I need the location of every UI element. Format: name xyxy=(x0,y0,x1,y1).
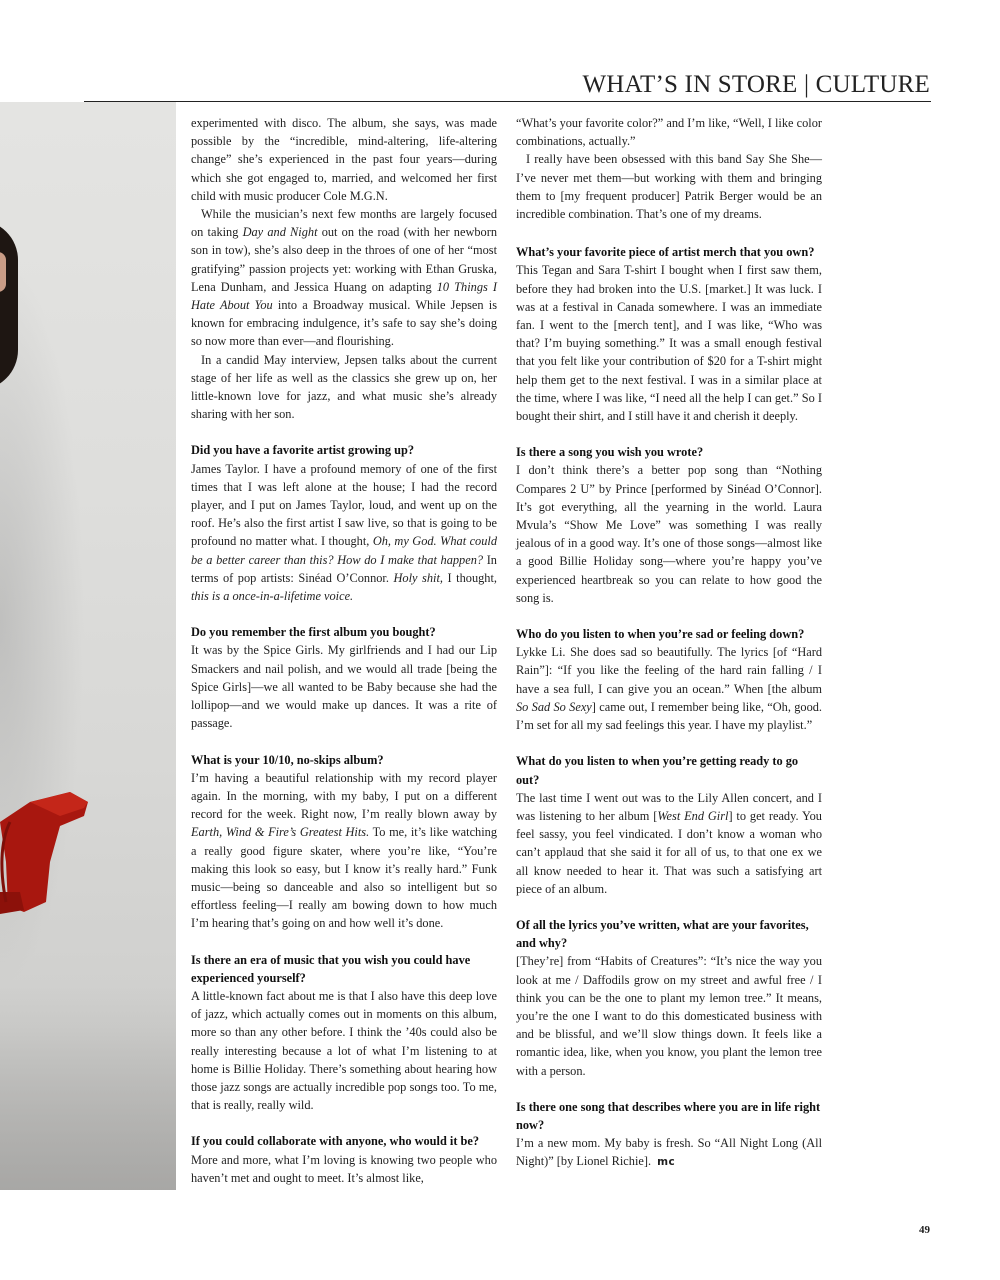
text-run: James Taylor. I have a profound memory of one of the first times that I was left alone at the house; I had the record player, and I put on James Taylor, loud, and went up on the roof. He’s also the first artist I saw live, so that is going to be profound no matter what. I thought, xyxy=(191,461,497,549)
magazine-signoff: mc xyxy=(657,1156,676,1169)
intro-paragraph: experimented with disco. The album, she says, was made possible by the “incredible, mind-altering, life-altering change” she’s experienced in the past four years—during which she got engaged to, married, and welcomed her first child with music producer Cole M.G.N. xyxy=(191,116,497,203)
answer-paragraph xyxy=(516,789,822,898)
question-heading: If you could collaborate with anyone, who would it be? xyxy=(191,1134,480,1149)
text-run: out on the road (with her newborn son in tow), she’s also deep in the throes of one of her “most gratifying” passion projects yet: working with Ethan Gruska, Lena Dunham, and Jessica Huang on adapting xyxy=(191,225,497,294)
answer-paragraph: This Tegan and Sara T-shirt I bought when I first saw them, before they had broken into the U.S. [market.] It was luck. I was at a festival in Canada somewhere. I was an immediate fan. I went to the [merch tent], and I was like, “Who was that? I’m buying something.” It was a small enough festival that you felt like your contribution of $20 for a T-shirt might help them get to the next festival. I was in a similar place at the time, where I was like, “I need all the help I can get.” So I bought their shirt, and I still have it and cherish it deeply. xyxy=(516,263,822,424)
text-run: Lykke Li. She does sad so beautifully. The lyrics [of “Hard Rain”]: “If you like the feeling of the hard rain falling / I have a sea full, I can give you an ocean.” When [the album xyxy=(516,645,822,696)
article-column-left xyxy=(191,114,497,1187)
italic-thought: Holy shit, xyxy=(393,570,443,585)
text-run: I’m having a beautiful relationship with my record player again. In the morning, with my baby, I put on a different record for the week. Right now, I’m really blown away by xyxy=(191,770,497,822)
text-run: ] came out, I remember being like, “Oh, good. I’m set for all my sad feelings this year. I have my playlist.” xyxy=(516,699,822,733)
article-column-right xyxy=(516,114,822,1172)
question-heading: Do you remember the first album you bought? xyxy=(191,625,436,640)
text-run: The last time I went out was to the Lily Allen concert, and I was listening to her album [ xyxy=(516,790,822,823)
text-run: In terms of pop artists: Sinéad O’Connor. xyxy=(191,552,497,585)
answer-paragraph: More and more, what I’m loving is knowing two people who haven’t met and ought to meet. It’s almost like, xyxy=(191,1152,497,1185)
answer-paragraph: A little-known fact about me is that I also have this deep love of jazz, which actually comes out in moments on this album, more so than any other before. I think the ’40s could also be really interesting because a lot of what I’m listening to at home is Billie Holiday. There’s something about hearing how those jazz songs are actually incredible pop songs too. To me, that is really, really wild. xyxy=(191,988,497,1113)
italic-thought: Oh, my God. What could be a better career than this? How do I make that happen? xyxy=(191,534,497,567)
question-heading: What is your 10/10, no-skips album? xyxy=(191,752,384,767)
answer-paragraph: [They’re] from “Habits of Creatures”: “It’s nice the way you look at me / Daffodils grow on my street and awful free / I think you can be the one to plant my lemon tree.” It means, you’re the one I want to do this domesticated business with and be blissful, and we’ll slow things down. It feels like a romantic idea, like, when you know, you plant the lemon tree with a person. xyxy=(516,954,822,1078)
album-title: Day and Night xyxy=(242,225,318,240)
question-heading: What do you listen to when you’re getting ready to go out? xyxy=(516,754,799,787)
floor-shadow xyxy=(0,982,176,1190)
album-title: So Sad So Sexy xyxy=(516,699,592,714)
header-rule xyxy=(84,101,931,102)
text-run: While the musician’s next few months are largely focused on taking xyxy=(191,207,497,240)
answer-paragraph: It was by the Spice Girls. My girlfriends and I had our Lip Smackers and nail polish, and we would all trade [being the Spice Girls]—we all wanted to be Baby because she had the lollipop—and we would make up dances. It was a rite of passage. xyxy=(191,643,497,731)
answer-paragraph xyxy=(191,460,497,606)
answer-paragraph: I really have been obsessed with this band Say She She—I’ve never met them—but working with them and bringing them to [my frequent producer] Patrik Berger would be an incredible combination. That’s one of my dreams. xyxy=(516,152,822,222)
page-number: 49 xyxy=(919,1224,930,1236)
italic-thought: this is a once-in-a-lifetime voice. xyxy=(191,589,354,604)
answer-paragraph: “What’s your favorite color?” and I’m like, “Well, I like color combinations, actually.” xyxy=(516,116,822,149)
section-title: WHAT’S IN STORE | CULTURE xyxy=(582,71,930,98)
question-heading: Who do you listen to when you’re sad or feeling down? xyxy=(516,627,805,642)
answer-paragraph xyxy=(516,643,822,734)
text-run: I’m a new mom. My baby is fresh. So “All Night Long (All Night)” [by Lionel Richie]. xyxy=(516,1136,822,1169)
answer-paragraph xyxy=(191,769,497,933)
intro-paragraph: In a candid May interview, Jepsen talks about the current stage of her life as well as the classics she grew up on, her little-known love for jazz, and what music she’s already sharing with her son. xyxy=(191,352,497,422)
question-heading: What’s your favorite piece of artist merch that you own? xyxy=(516,245,815,260)
answer-paragraph xyxy=(516,1134,822,1171)
question-heading: Is there one song that describes where you are in life right now? xyxy=(516,1099,821,1132)
text-run: To me, it’s like watching a really good figure skater, where you’re like, “You’re making this look so easy, but I know it’s really hard.” Funk music—being so danceable and also so intelligent but so effortless feeling—I really am bowing down to how much I’m hearing that’s going on and how well it’s done. xyxy=(191,825,497,931)
question-heading: Is there an era of music that you wish you could have experienced yourself? xyxy=(191,952,471,985)
text-run: ] to get ready. You feel sassy, you feel vindicated. I don’t know a woman who can’t applaud that she said it for all of us, to that one ex we all know needed to hear it. That was such a satisfying art piece of an album. xyxy=(516,808,822,896)
question-heading: Of all the lyrics you’ve written, what are your favorites, and why? xyxy=(516,917,809,951)
question-heading: Is there a song you wish you wrote? xyxy=(516,445,704,460)
film-title: 10 Things I Hate About You xyxy=(191,279,497,313)
text-run: into a Broadway musical. While Jepsen is known for embracing indulgence, it’s safe to say she’s doing so now more than ever—and flourishing. xyxy=(191,298,497,349)
text-run: I thought, xyxy=(442,570,497,585)
intro-paragraph xyxy=(191,205,497,351)
answer-paragraph: I don’t think there’s a better pop song than “Nothing Compares 2 U” by Prince [performed by Sinéad O’Connor]. It’s got everything, all the yearning in the world. Laura Mvula’s “Show Me Love” was something I was really jealous of in a good way. It’s one of those songs—almost like a good Billie Holiday song—where you’re happy you’ve experienced heartbreak so you can relate to how good the song is. xyxy=(516,463,822,605)
album-title: West End Girl xyxy=(657,808,729,823)
feature-photo xyxy=(0,102,176,1190)
question-heading: Did you have a favorite artist growing up? xyxy=(191,443,414,458)
album-title: Earth, Wind & Fire’s Greatest Hits. xyxy=(191,825,370,840)
